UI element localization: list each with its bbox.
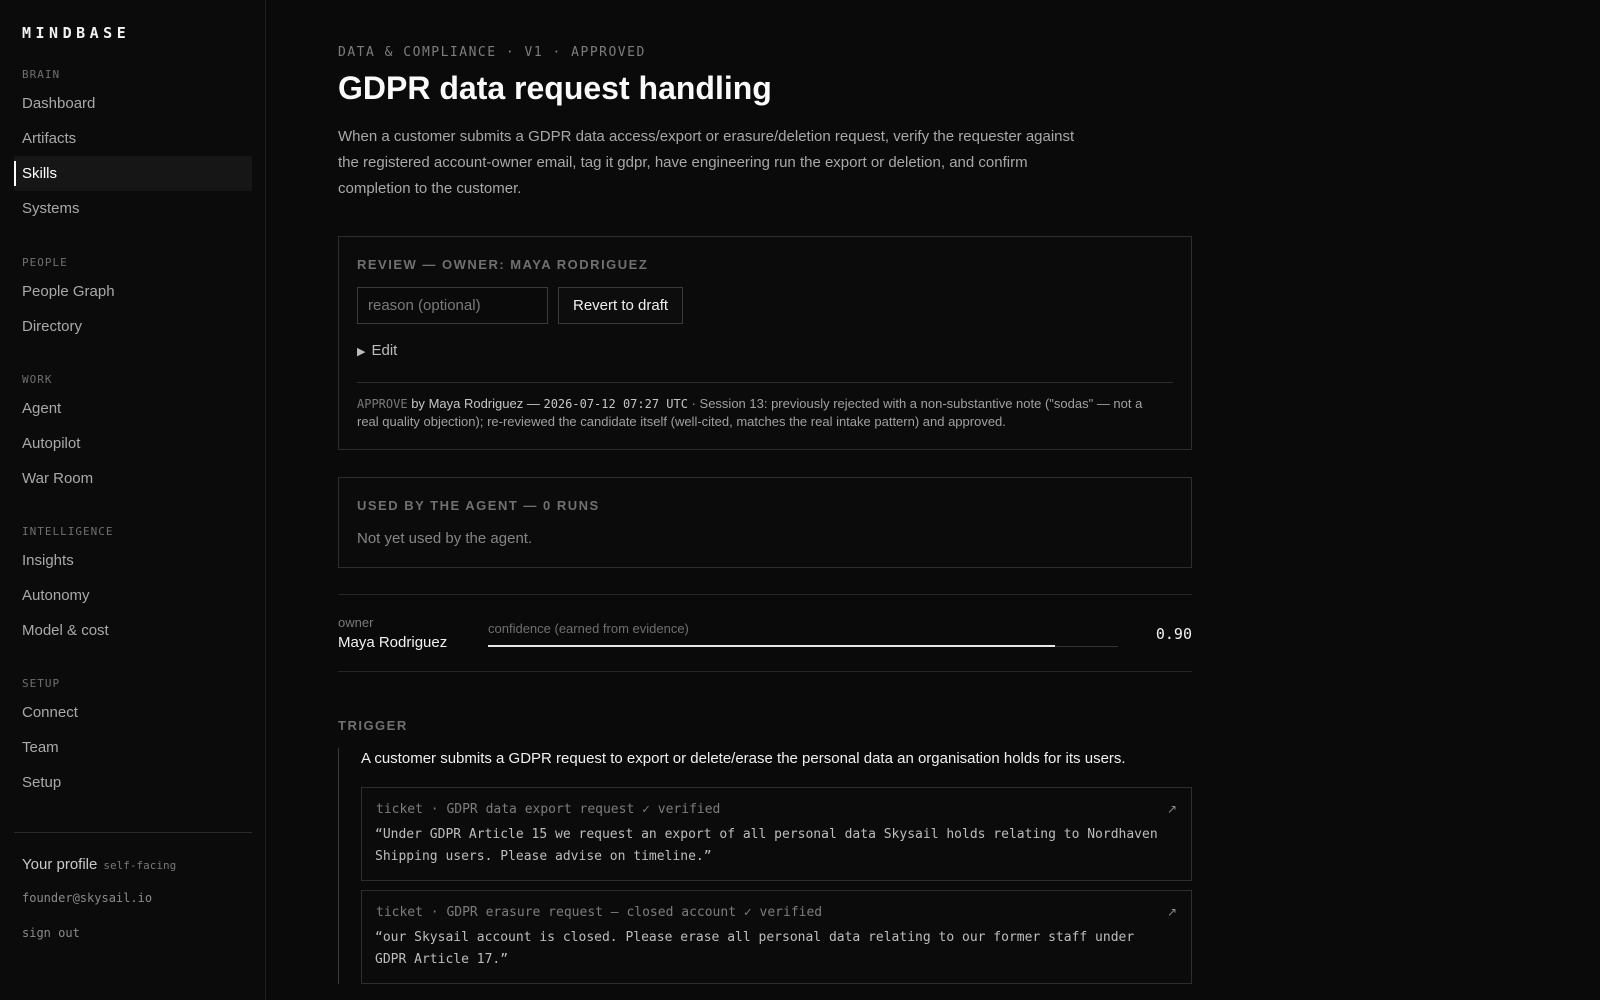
usage-card [338, 477, 1192, 568]
confidence-value: 0.90 [1155, 625, 1192, 643]
nav-group-setup [0, 673, 266, 800]
audit-entry [357, 395, 1167, 431]
divider [338, 671, 1192, 672]
divider [338, 594, 1192, 595]
edit-label: Edit [371, 342, 398, 359]
profile-label: Your profile [22, 856, 98, 873]
audit-by: by [411, 396, 425, 411]
skill-description: When a customer submits a GDPR data access/export or erasure/deletion request, verify the requester against the registered account-owner email, tag it gdpr, have engineering run the export or deletion, and confirm completion to the customer. [338, 128, 1075, 197]
brand-logo[interactable]: MINDBASE [22, 24, 131, 42]
nav-section-label: SETUP [22, 677, 61, 690]
external-link-icon[interactable]: ↗ [1166, 802, 1177, 816]
trigger-label: TRIGGER [338, 718, 408, 733]
audit-action: APPROVE [357, 397, 408, 411]
skill-eyebrow: DATA & COMPLIANCE · V1 · APPROVED [338, 45, 646, 60]
audit-note: · Session 13: previously rejected with a non-substantive note ("sodas" — not a real quality objection); re-reviewed the candidate itself (well-cited, matches the real intake pattern) and approved. [357, 396, 1143, 429]
nav-group-people [0, 252, 266, 344]
profile-link[interactable] [22, 856, 176, 873]
disclosure-triangle-icon: ▶ [357, 346, 366, 358]
review-label: REVIEW — OWNER: MAYA RODRIGUEZ [357, 257, 649, 272]
sidebar-item-artifacts[interactable]: Artifacts [22, 130, 77, 147]
sidebar-item-connect[interactable]: Connect [22, 704, 78, 721]
evidence-meta: ticket · GDPR data export request ✓ verified [376, 802, 721, 817]
nav-group-brain [0, 64, 266, 226]
nav-section-label: INTELLIGENCE [22, 525, 114, 538]
owner-name[interactable]: Maya Rodriguez [338, 634, 448, 651]
review-card [338, 236, 1192, 450]
sidebar-item-skills[interactable]: Skills [14, 156, 252, 191]
review-divider [357, 382, 1173, 383]
audit-user: Maya Rodriguez [428, 396, 524, 411]
sidebar-item-dashboard[interactable]: Dashboard [22, 95, 96, 112]
reason-input[interactable] [357, 287, 548, 324]
sidebar-item-autonomy[interactable]: Autonomy [22, 587, 90, 604]
usage-empty-text: Not yet used by the agent. [357, 530, 533, 547]
page-title: GDPR data request handling [338, 70, 772, 106]
nav-group-intelligence [0, 521, 266, 648]
revert-to-draft-button[interactable]: Revert to draft [558, 287, 683, 324]
nav-section-label: PEOPLE [22, 256, 68, 269]
owner-label: owner [338, 615, 374, 630]
sidebar-item-autopilot[interactable]: Autopilot [22, 435, 81, 452]
audit-timestamp: 2026-07-12 07:27 UTC [543, 397, 688, 411]
user-email: founder@skysail.io [22, 891, 153, 905]
sidebar [0, 0, 266, 1000]
evidence-meta: ticket · GDPR erasure request — closed account ✓ verified [376, 905, 823, 920]
sidebar-item-systems[interactable]: Systems [22, 200, 80, 217]
profile-tag: self-facing [103, 859, 177, 872]
sidebar-item-people-graph[interactable]: People Graph [22, 283, 115, 300]
confidence-bar-fill [488, 645, 1055, 647]
sidebar-item-agent[interactable]: Agent [22, 400, 62, 417]
trigger-text: A customer submits a GDPR request to export or delete/erase the personal data an organisation holds for its users. [361, 750, 1126, 767]
sign-out-link[interactable]: sign out [22, 926, 80, 940]
trigger-bar [338, 748, 339, 984]
evidence-card[interactable] [361, 787, 1192, 881]
sidebar-item-directory[interactable]: Directory [22, 318, 83, 335]
external-link-icon[interactable]: ↗ [1166, 905, 1177, 919]
sidebar-divider [14, 832, 252, 833]
evidence-card[interactable] [361, 890, 1192, 984]
nav-section-label: WORK [22, 373, 53, 386]
evidence-quote: “Under GDPR Article 15 we request an export of all personal data Skysail holds relating to Nordhaven Shipping users. Please advise on timeline.” [375, 827, 1158, 864]
sidebar-item-model-cost[interactable]: Model & cost [22, 622, 109, 639]
nav-section-label: BRAIN [22, 68, 61, 81]
nav-group-work [0, 369, 266, 496]
sidebar-item-setup[interactable]: Setup [22, 774, 62, 791]
sidebar-item-insights[interactable]: Insights [22, 552, 74, 569]
confidence-label: confidence (earned from evidence) [488, 621, 689, 636]
sidebar-item-war-room[interactable]: War Room [22, 470, 94, 487]
edit-disclosure[interactable] [357, 342, 397, 359]
evidence-quote: “our Skysail account is closed. Please erase all personal data relating to our former staff under GDPR Article 17.” [375, 930, 1135, 967]
usage-label: USED BY THE AGENT — 0 RUNS [357, 498, 600, 513]
audit-dash: — [526, 396, 540, 411]
sidebar-item-team[interactable]: Team [22, 739, 59, 756]
